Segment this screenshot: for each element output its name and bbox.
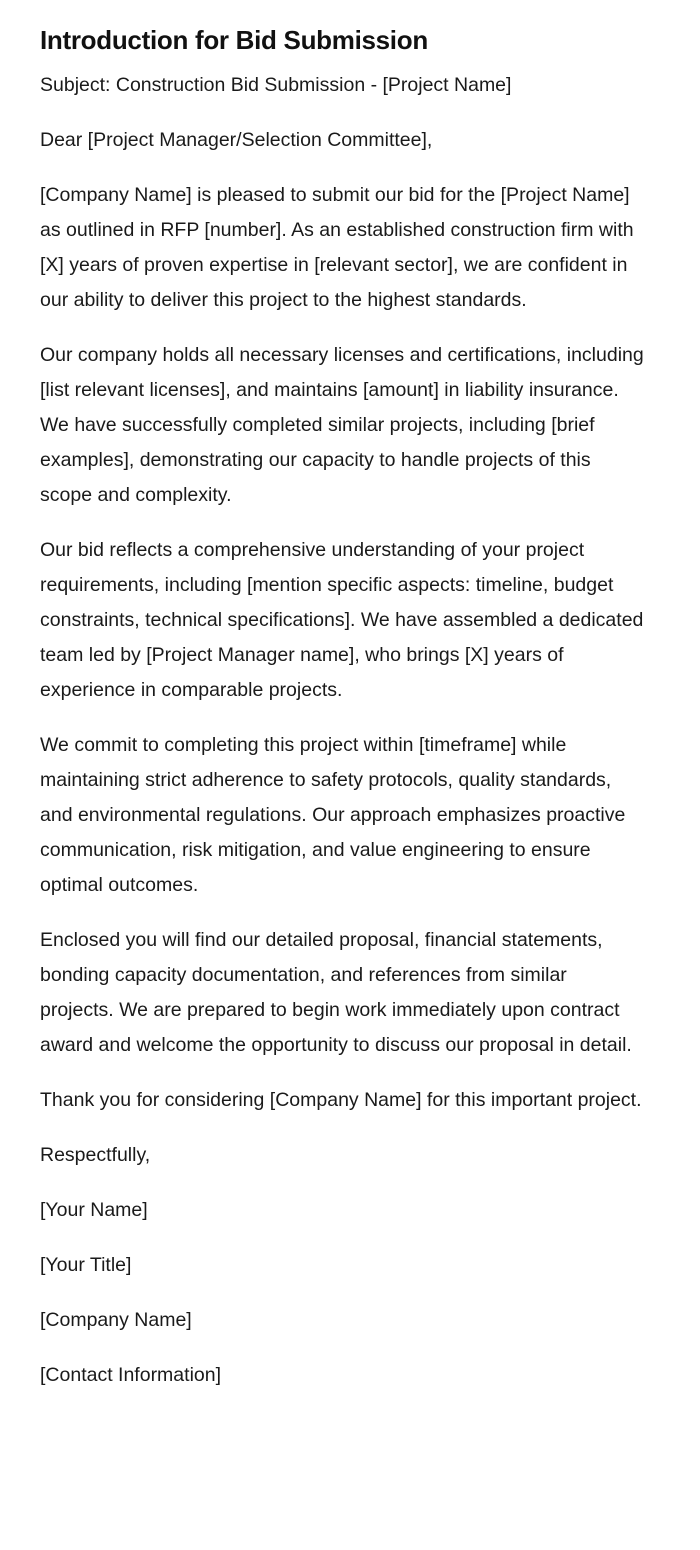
letter-document [40,22,644,1413]
signature-name: [Your Name] [40,1199,148,1221]
thank-you-paragraph: Thank you for considering [Company Name] for this important project. [40,1089,642,1111]
body-paragraph-5: Enclosed you will find our detailed proposal, financial statements, bonding capacity documentation, and references from similar projects. We are prepared to begin work immediately upon contract award and welcome the opportunity to discuss our proposal in detail. [40,929,632,1056]
subject-line: Subject: Construction Bid Submission - [Project Name] [40,74,512,96]
salutation: Dear [Project Manager/Selection Committee], [40,129,433,151]
closing: Respectfully, [40,1144,151,1166]
body-paragraph-4: We commit to completing this project within [timeframe] while maintaining strict adherence to safety protocols, quality standards, and environmental regulations. Our approach emphasizes proactive communication, risk mitigation, and value engineering to ensure optimal outcomes. [40,734,626,896]
body-paragraph-1: [Company Name] is pleased to submit our bid for the [Project Name] as outlined in RFP [number]. As an established construction firm with [X] years of proven expertise in [relevant sector], we are confident in our ability to deliver this project to the highest standards. [40,184,634,311]
signature-company: [Company Name] [40,1309,192,1331]
signature-contact: [Contact Information] [40,1364,222,1386]
signature-title: [Your Title] [40,1254,132,1276]
document-title: Introduction for Bid Submission [40,25,428,55]
body-paragraph-3: Our bid reflects a comprehensive understanding of your project requirements, including [mention specific aspects: timeline, budget constraints, technical specifications]. We have assembled a dedicated team led by [Project Manager name], who brings [X] years of experience in comparable projects. [40,539,644,701]
body-paragraph-2: Our company holds all necessary licenses and certifications, including [list relevant licenses], and maintains [amount] in liability insurance. We have successfully completed similar projects, including [brief examples], demonstrating our capacity to handle projects of this scope and complexity. [40,344,644,506]
